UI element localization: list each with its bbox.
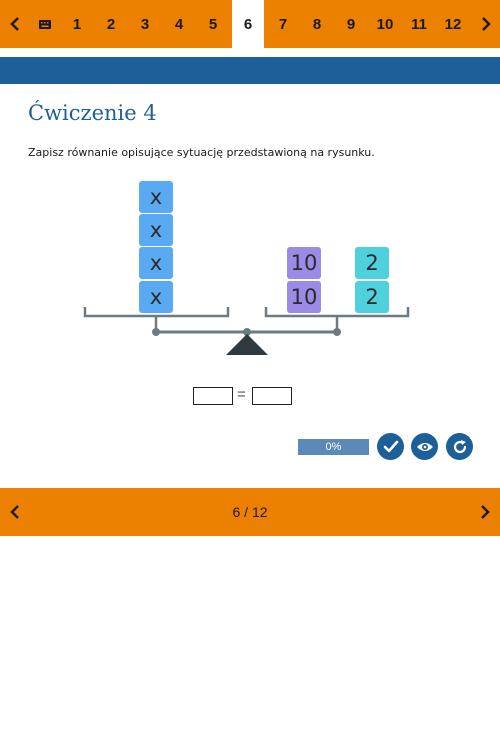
page-button-7[interactable]: 7 [278,15,288,33]
page-button-5[interactable]: 5 [208,15,218,33]
page-button-9[interactable]: 9 [346,15,356,33]
prev-page-button[interactable] [2,0,28,48]
header-band [0,57,500,84]
page-button-3[interactable]: 3 [140,15,150,33]
left-joint [152,328,160,336]
page-button-11[interactable]: 11 [411,15,427,33]
bottom-navigation-bar [0,488,500,536]
left-pan [85,307,228,316]
tile-two: 2 [355,247,389,279]
bottom-next-button[interactable] [470,488,500,536]
tile-x: x [139,247,173,279]
eye-icon [416,441,434,453]
page-button-8[interactable]: 8 [312,15,322,33]
page-button-6[interactable]: 6 [232,0,264,48]
fulcrum [226,334,268,355]
chevron-right-icon [479,504,491,520]
page-indicator: 6 / 12 [232,504,268,520]
right-pan [266,307,408,316]
keyboard-icon [39,20,51,29]
tile-x: x [139,281,173,313]
exercise-title: Ćwiczenie 4 [28,101,157,125]
page-button-10[interactable]: 10 [376,15,394,33]
reset-button[interactable] [446,433,473,460]
progress-bar: 0% [298,439,369,455]
right-joint [333,328,341,336]
check-icon [383,440,399,454]
balance-scale [80,300,416,360]
show-answer-button[interactable] [411,433,438,460]
tile-x: x [139,181,173,213]
next-page-button[interactable] [473,0,499,48]
top-navigation-bar [0,0,500,48]
refresh-icon [452,439,468,455]
tile-ten: 10 [287,281,321,313]
page-button-12[interactable]: 12 [444,15,462,33]
equation-right-input[interactable] [252,387,292,405]
tile-ten: 10 [287,247,321,279]
equals-sign: = [237,386,246,403]
check-button[interactable] [377,433,404,460]
page-button-1[interactable]: 1 [72,15,82,33]
page-button-4[interactable]: 4 [174,15,184,33]
page-button-2[interactable]: 2 [106,15,116,33]
equation-left-input[interactable] [193,387,233,405]
tile-x: x [139,214,173,246]
tile-two: 2 [355,281,389,313]
keyboard-button[interactable] [32,0,58,48]
chevron-right-icon [480,16,492,32]
chevron-left-icon [9,16,21,32]
exercise-instruction: Zapisz równanie opisujące sytuację przedstawioną na rysunku. [28,146,375,159]
